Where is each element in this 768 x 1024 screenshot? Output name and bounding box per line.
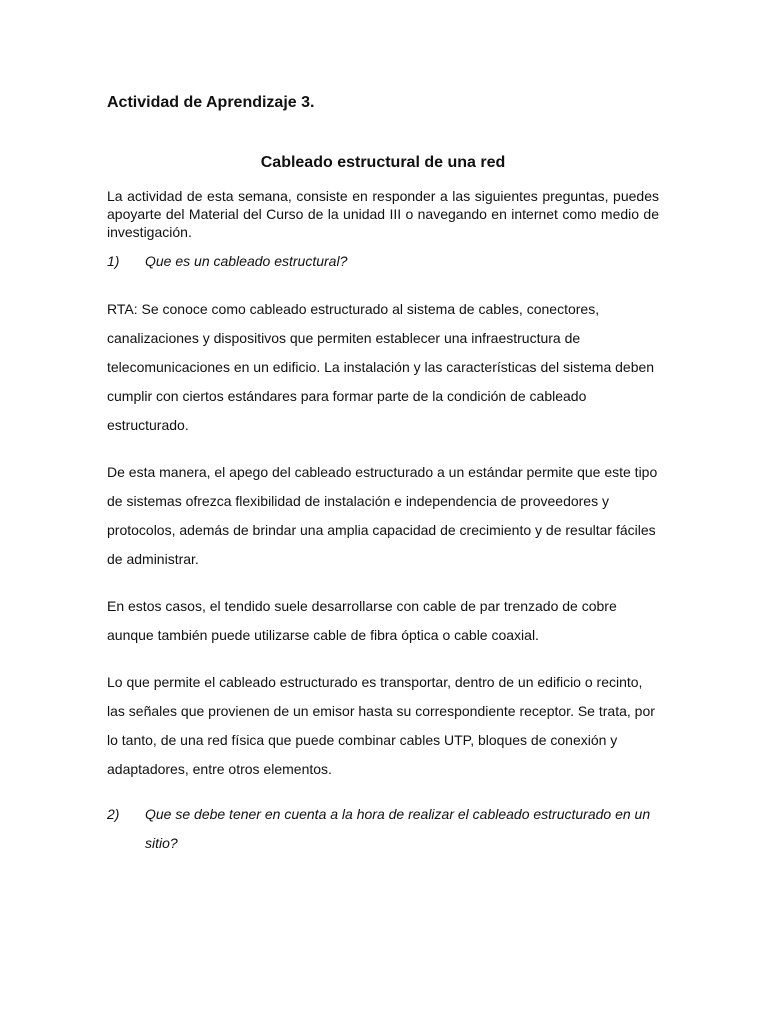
- question-1-text: Que es un cableado estructural?: [145, 253, 348, 269]
- intro-paragraph: La actividad de esta semana, consiste en responder a las siguientes preguntas, puedes apoyarte del Material del Curso de la unidad III o navegando en internet como medio de investigación.: [107, 188, 659, 240]
- answer-paragraph-1: RTA: Se conoce como cableado estructurado al sistema de cables, conectores, canalizaciones y dispositivos que permiten establecer una infraestructura de telecomunicaciones en un edificio. La instalación y las características del sistema deben cumplir con ciertos estándares para formar parte de la condición de cableado estructurado.: [107, 301, 655, 433]
- answer-paragraph-2: De esta manera, el apego del cableado estructurado a un estándar permite que este tipo de sistemas ofrezca flexibilidad de instalación e independencia de proveedores y protocolos, además de brindar una amplia capacidad de crecimiento y de resultar fáciles de administrar.: [107, 464, 658, 567]
- question-1: [107, 247, 659, 276]
- document-content: [107, 92, 659, 858]
- question-1-number: 1): [107, 253, 120, 269]
- answer-paragraph-3: En estos casos, el tendido suele desarrollarse con cable de par trenzado de cobre aunque también puede utilizarse cable de fibra óptica o cable coaxial.: [107, 598, 617, 643]
- question-2-number: 2): [107, 806, 120, 822]
- answer-paragraph-4: Lo que permite el cableado estructurado es transportar, dentro de un edificio o recinto, las señales que provienen de un emisor hasta su correspondiente receptor. Se trata, por lo tanto, de una red física que puede combinar cables UTP, bloques de conexión y adaptadores, entre otros elementos.: [107, 674, 655, 777]
- question-2: [107, 800, 659, 858]
- question-2-text: Que se debe tener en cuenta a la hora de realizar el cableado estructurado en un sitio?: [145, 806, 651, 851]
- activity-title: Actividad de Aprendizaje 3.: [107, 94, 315, 111]
- document-title: Cableado estructural de una red: [260, 154, 506, 171]
